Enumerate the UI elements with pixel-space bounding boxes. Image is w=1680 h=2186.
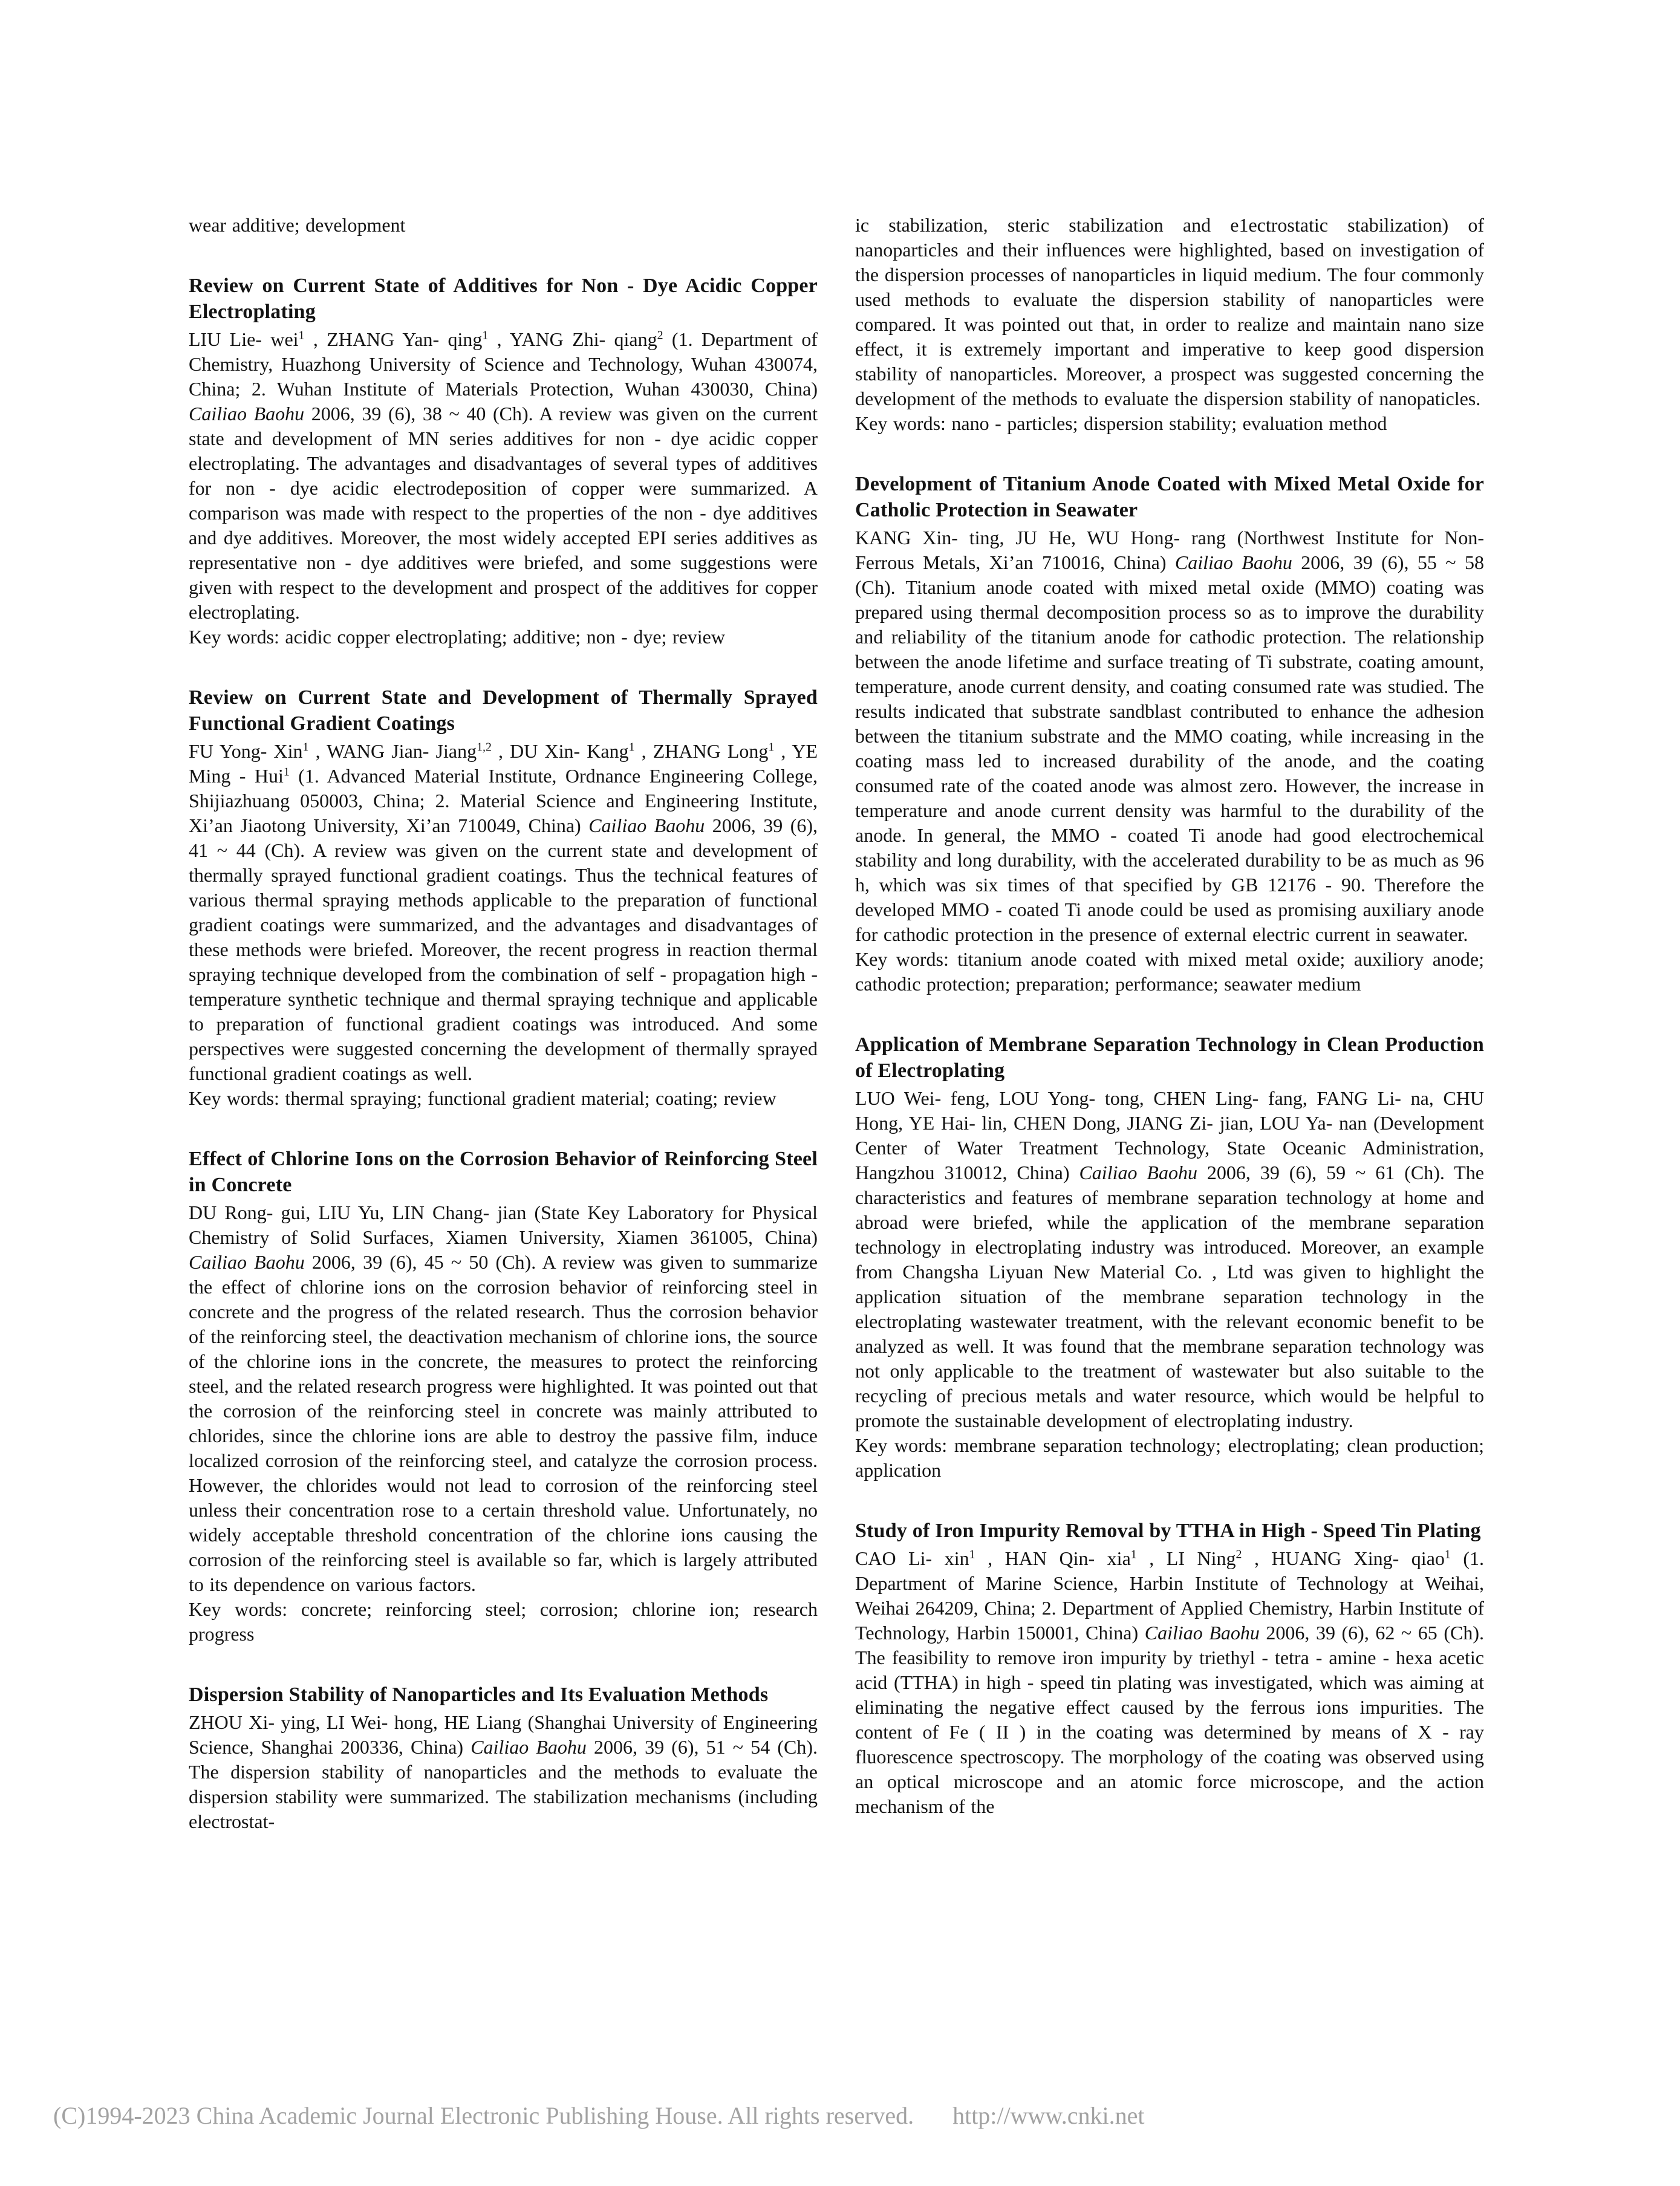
- abstract-keywords: Key words: membrane separation technology; electroplating; clean production; application: [855, 1434, 1484, 1481]
- abstract-entry: [189, 1682, 818, 1834]
- abstract-body: FU Yong- Xin$^1$ , WANG Jian- Jiang$^{1,2}$ , DU Xin- Kang$^1$ , ZHANG Long$^1$ , YE Ming - Hui$^1$ (1. Advanced Material Institute, Ordnance Engineering College, Shijiazhuang 050003, China; 2. Material Science and Engineering Institute, Xi’an Jiaotong University, Xi’an 710049, China) Cailiao Baohu 2006, 39 (6), 41 ~ 44 (Ch). A review was given on the current state and development of thermally sprayed functional gradient coatings. Thus the technical features of various thermal spraying methods applicable to the preparation of functional gradient coatings were summarized, and the advantages and disadvantages of these methods were briefed. Moreover, the recent progress in reaction thermal spraying technique developed from the combination of self - propagation high - temperature synthetic technique and thermal spraying technique and applicable to preparation of functional gradient coatings was introduced. And some perspectives were suggested concerning the development of thermally sprayed functional gradient coatings as well.: [189, 740, 818, 1084]
- abstract-title: Study of Iron Impurity Removal by TTHA in High - Speed Tin Plating: [855, 1520, 1481, 1542]
- abstract-body: DU Rong- gui, LIU Yu, LIN Chang- jian (State Key Laboratory for Physical Chemistry of Solid Surfaces, Xiamen University, Xiamen 361005, China) Cailiao Baohu 2006, 39 (6), 45 ~ 50 (Ch). A review was given to summarize the effect of chlorine ions on the corrosion behavior of reinforcing steel in concrete and the progress of the related research. Thus the corrosion behavior of the reinforcing steel, the deactivation mechanism of chlorine ions, the source of the chlorine ions in the concrete, the measures to protect the reinforcing steel, and the related research progress were highlighted. It was pointed out that the corrosion of the reinforcing steel in concrete was mainly attributed to chlorides, since the chlorine ions are able to destroy the passive film, induce localized corrosion of the reinforcing steel, and catalyze the corrosion process. However, the chlorides would not lead to corrosion of the reinforcing steel unless their concentration rose to a certain threshold value. Unfortunately, no widely acceptable threshold concentration of the chlorine ions causing the corrosion of the reinforcing steel is available so far, which is largely attributed to its dependence on various factors.: [189, 1202, 818, 1595]
- abstract-body: LUO Wei- feng, LOU Yong- tong, CHEN Ling- fang, FANG Li- na, CHU Hong, YE Hai- lin, CHEN Dong, JIANG Zi- jian, LOU Ya- nan (Development Center of Water Treatment Technology, State Oceanic Administration, Hangzhou 310012, China) Cailiao Baohu 2006, 39 (6), 59 ~ 61 (Ch). The characteristics and features of membrane separation technology at home and abroad were briefed, while the application of the membrane separation technology in electroplating industry was introduced. Moreover, an example from Changsha Liyuan New Material Co. , Ltd was given to highlight the application situation of the membrane separation technology in the electroplating wastewater treatment, with the relevant economic benefit to be analyzed as well. It was found that the membrane separation technology was not only applicable to the treatment of wastewater but also suitable to the recycling of precious metals and water resource, which would be helpful to promote the sustainable development of electroplating industry.: [855, 1087, 1485, 1431]
- abstract-title: Effect of Chlorine Ions on the Corrosion Behavior of Reinforcing Steel in Concrete: [189, 1148, 818, 1196]
- abstract-keywords: Key words: nano - particles; dispersion stability; evaluation method: [855, 412, 1387, 434]
- abstract-title: Review on Current State of Additives for Non - Dye Acidic Copper Electroplating: [189, 275, 818, 323]
- abstract-body: CAO Li- xin$^1$ , HAN Qin- xia$^1$ , LI Ning$^2$ , HUANG Xing- qiao$^1$ (1. Department of Marine Science, Harbin Institute of Technology at Weihai, Weihai 264209, China; 2. Department of Applied Chemistry, Harbin Institute of Technology, Harbin 150001, China) Cailiao Baohu 2006, 39 (6), 62 ~ 65 (Ch). The feasibility to remove iron impurity by triethyl - tetra - amine - hexa acetic acid (TTHA) in high - speed tin plating was investigated, which was aiming at eliminating the negative effect caused by the ferrous ions impurities. The content of Fe ( II ) in the coating was determined by means of X - ray fluorescence spectroscopy. The morphology of the coating was observed using an optical microscope and an atomic force microscope, and the action mechanism of the: [855, 1547, 1485, 1817]
- abstract-entry: [855, 1518, 1484, 1819]
- right-column: [855, 213, 1484, 2109]
- abstract-title: Development of Titanium Anode Coated with Mixed Metal Oxide for Catholic Protection in Seawater: [855, 473, 1484, 521]
- two-column-text-area: [189, 213, 1493, 2109]
- abstract-entry: [189, 1146, 818, 1647]
- abstract-title: Review on Current State and Development of Thermally Sprayed Functional Gradient Coatings: [189, 686, 818, 735]
- abstract-entry: [189, 685, 818, 1111]
- left-column: [189, 213, 818, 2109]
- cnki-url: http://www.cnki.net: [952, 2102, 1145, 2129]
- continuation-keywords: wear additive; development: [189, 214, 406, 236]
- abstract-entry: [855, 471, 1484, 997]
- abstract-entry: [189, 213, 818, 238]
- abstract-keywords: Key words: titanium anode coated with mixed metal oxide; auxiliory anode; cathodic protection; preparation; performance; seawater medium: [855, 948, 1484, 995]
- page-footer: [53, 2101, 1144, 2130]
- abstract-title: Dispersion Stability of Nanoparticles and Its Evaluation Methods: [189, 1683, 769, 1706]
- abstract-body: LIU Lie- wei$^1$ , ZHANG Yan- qing$^1$ , YANG Zhi- qiang$^2$ (1. Department of Chemistry, Huazhong University of Science and Technology, Wuhan 430074, China; 2. Wuhan Institute of Materials Protection, Wuhan 430030, China) Cailiao Baohu 2006, 39 (6), 38 ~ 40 (Ch). A review was given on the current state and development of MN series additives for non - dye acidic copper electroplating. The advantages and disadvantages of several types of additives for non - dye acidic electrodeposition of copper were summarized. A comparison was made with respect to the properties of the non - dye additives and dye additives. Moreover, the most widely accepted EPI series additives as representative non - dye additives were briefed, and some suggestions were given with respect to the development and prospect of the additives for copper electroplating.: [189, 328, 818, 623]
- abstract-entry: [189, 273, 818, 649]
- abstract-body: KANG Xin- ting, JU He, WU Hong- rang (Northwest Institute for Non- Ferrous Metals, Xi’an 710016, China) Cailiao Baohu 2006, 39 (6), 55 ~ 58 (Ch). Titanium anode coated with mixed metal oxide (MMO) coating was prepared using thermal decomposition process so as to improve the durability and reliability of the titanium anode for cathodic protection. The relationship between the anode lifetime and surface treating of Ti substrate, coating amount, temperature, anode current density, and coating consumed rate was studied. The results indicated that substrate sandblast contributed to enhance the adhesion between the titanium substrate and the MMO coating, while increasing in the coating mass led to increased durability of the anode, and the coating consumed rate of the coated anode was almost zero. However, the increase in temperature and anode current density was harmful to the durability of the anode. In general, the MMO - coated Ti anode had good electrochemical stability and long durability, with the accelerated durability to be as much as 96 h, which was six times of that specified by GB 12176 - 90. Therefore the developed MMO - coated Ti anode could be used as promising auxiliary anode for cathodic protection in the presence of external electric current in seawater.: [855, 527, 1485, 945]
- copyright-notice: (C)1994-2023 China Academic Journal Electronic Publishing House. All rights reserved.: [53, 2102, 914, 2129]
- abstract-keywords: Key words: acidic copper electroplating; additive; non - dye; review: [189, 626, 725, 648]
- abstract-keywords: Key words: thermal spraying; functional gradient material; coating; review: [189, 1087, 777, 1109]
- abstract-keywords: Key words: concrete; reinforcing steel; corrosion; chlorine ion; research progress: [189, 1598, 818, 1645]
- abstract-title: Application of Membrane Separation Technology in Clean Production of Electroplating: [855, 1033, 1484, 1082]
- abstract-entry: [855, 1032, 1484, 1483]
- abstract-body: ZHOU Xi- ying, LI Wei- hong, HE Liang (Shanghai University of Engineering Science, Shanghai 200336, China) Cailiao Baohu 2006, 39 (6), 51 ~ 54 (Ch). The dispersion stability of nanoparticles and the methods to evaluate the dispersion stability were summarized. The stabilization mechanisms (including electrostat-: [189, 1711, 818, 1832]
- abstract-body-continued: ic stabilization, steric stabilization and e1ectrostatic stabilization) of nanoparticles and their influences were highlighted, based on investigation of the dispersion processes of nanoparticles in liquid medium. The four commonly used methods to evaluate the dispersion stability of nanoparticles were compared. It was pointed out that, in order to realize and maintain nano size effect, it is extremely important and imperative to keep good dispersion stability of nanoparticles. Moreover, a prospect was suggested concerning the development of the methods to evaluate the dispersion stability of nanopaticles.: [855, 214, 1484, 409]
- abstract-entry: [855, 213, 1484, 436]
